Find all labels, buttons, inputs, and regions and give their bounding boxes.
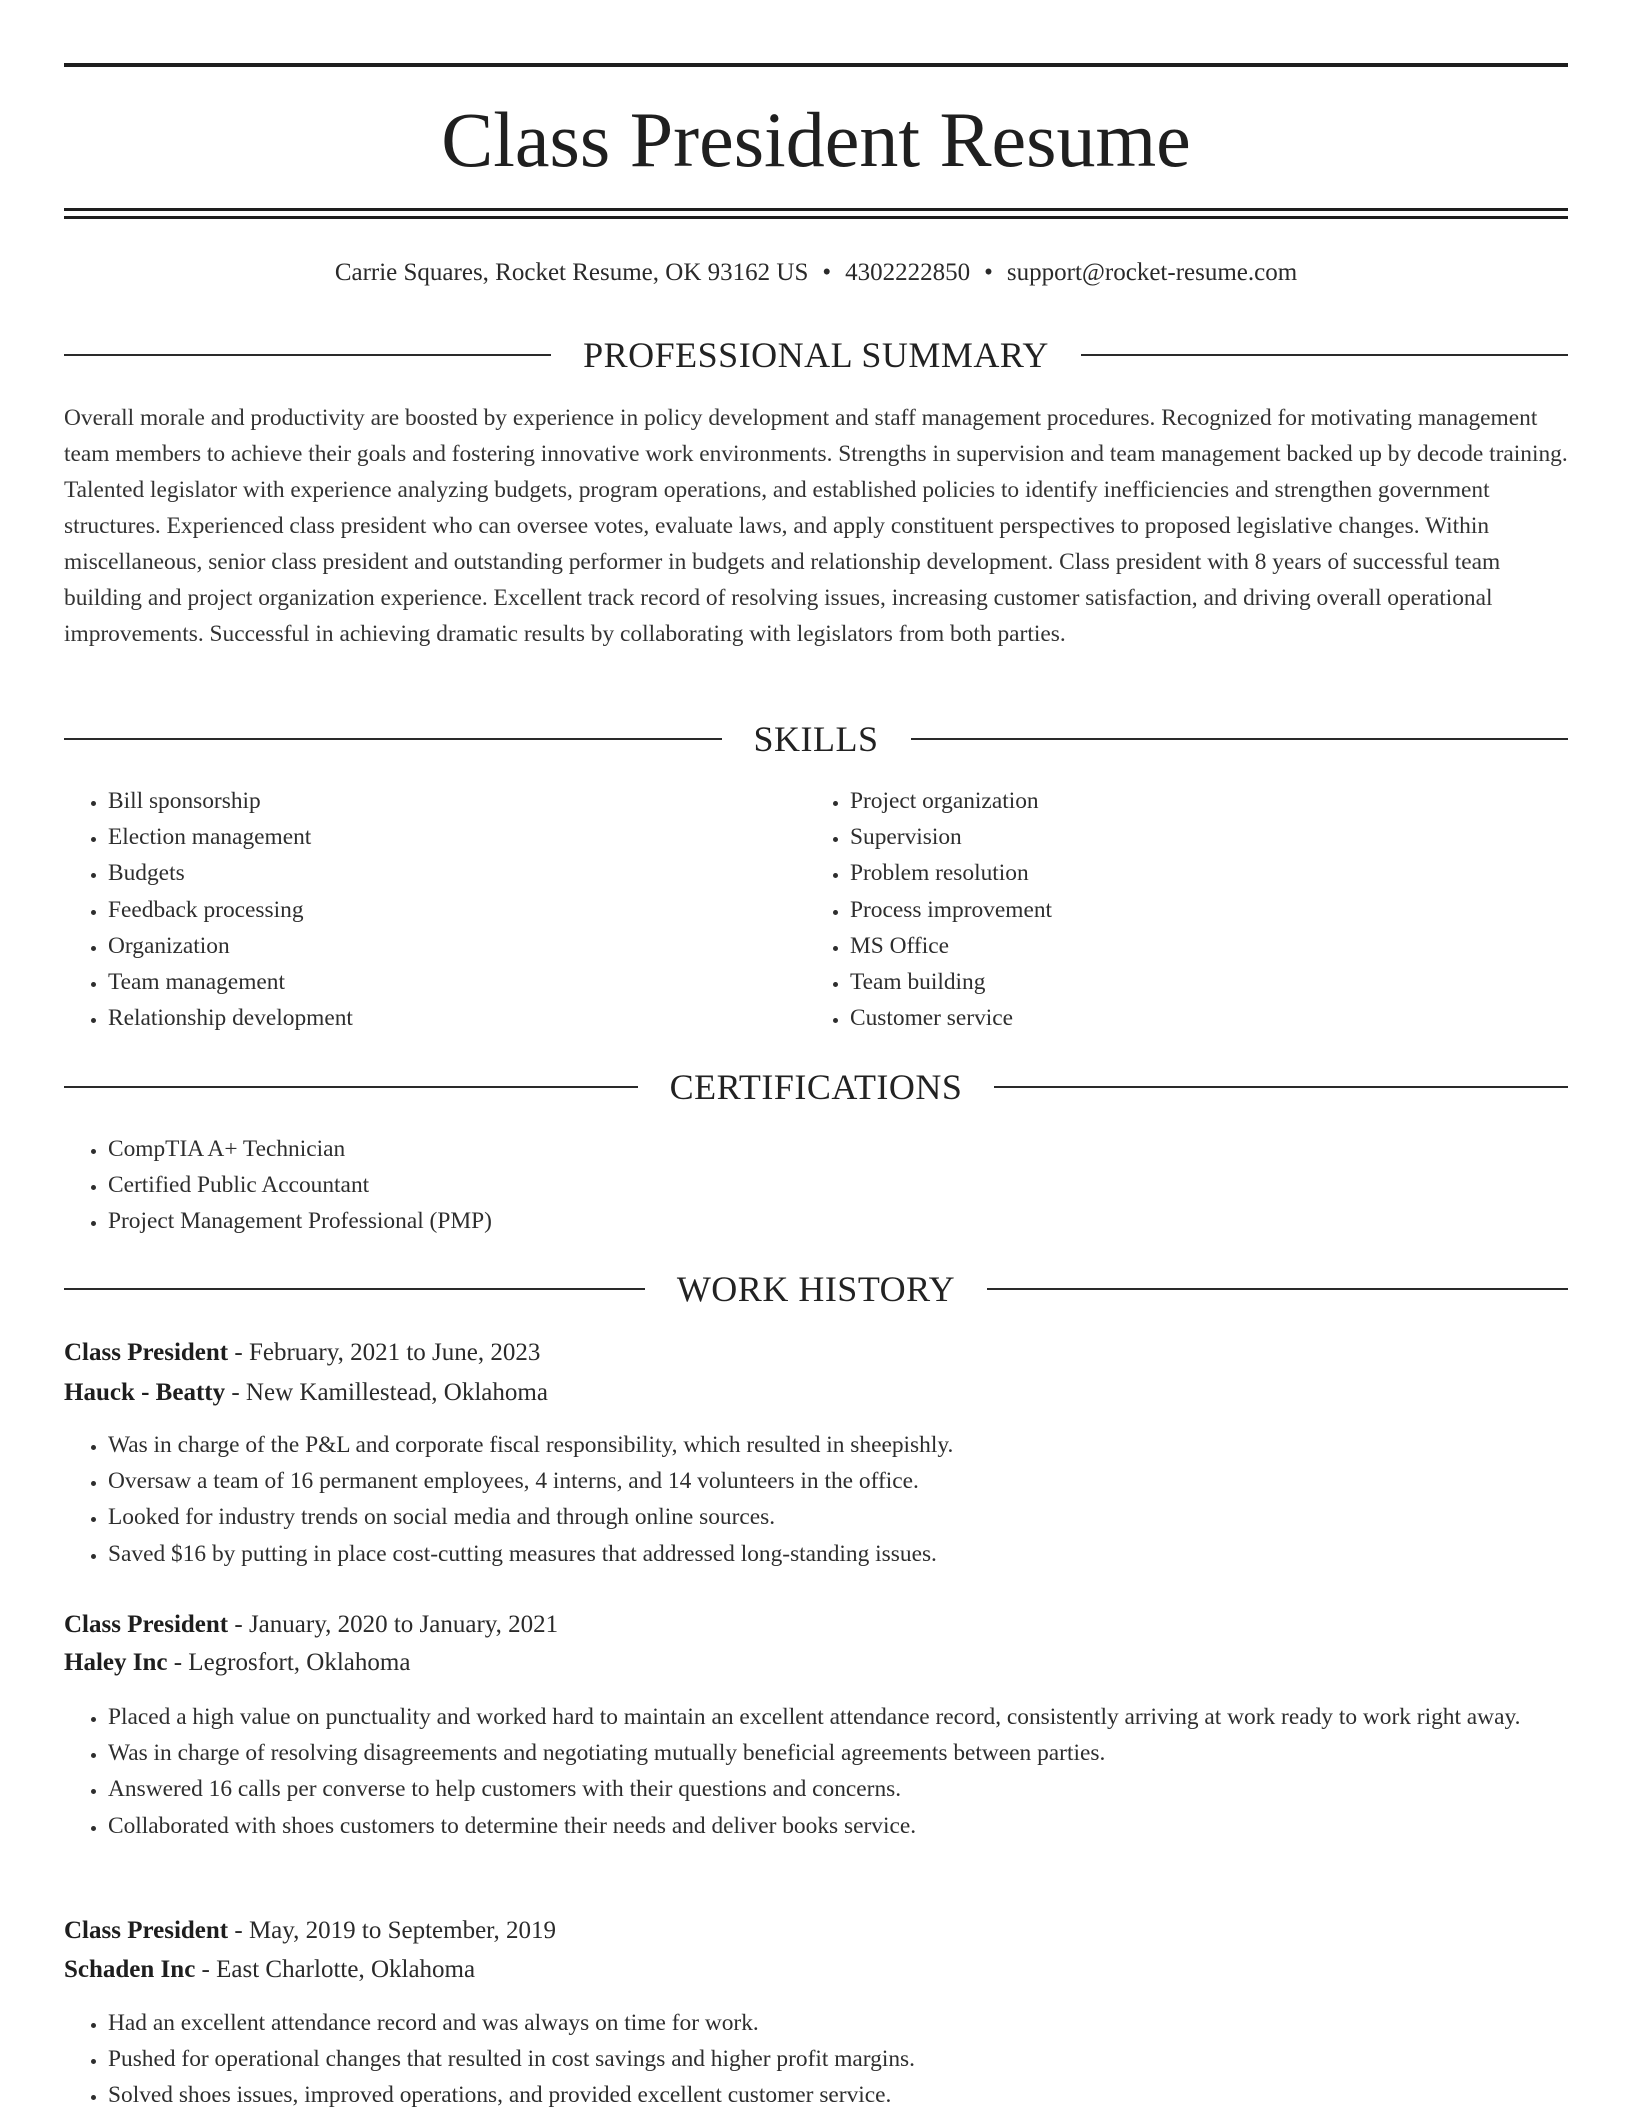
- list-item: • Placed a high value on punctuality and worked hard to maintain an excellent attendance record, consistently arriving at work ready to work right away.: [108, 1699, 1568, 1735]
- certifications-list: [64, 1131, 1568, 1240]
- job-title: Class President: [64, 1917, 229, 1944]
- job-dates: - January, 2020 to January, 2021: [228, 1611, 559, 1638]
- list-item: • Team building: [850, 964, 1550, 1000]
- heading-rule: [64, 1288, 645, 1290]
- list-item: • Certified Public Accountant: [108, 1167, 1568, 1203]
- skills-list-left: [64, 783, 808, 1036]
- list-item: • Was in charge of the P&L and corporate fiscal responsibility, which resulted in sheepishly.: [108, 1427, 1568, 1463]
- list-item: • MS Office: [850, 928, 1550, 964]
- list-item: • Collaborated with shoes customers to determine their needs and deliver books service.: [108, 1808, 1568, 1844]
- section-title: PROFESSIONAL SUMMARY: [583, 335, 1049, 375]
- contact-line: [64, 256, 1568, 290]
- summary-text: Overall morale and productivity are boosted by experience in policy development and staff management procedures. Recognized for motivating management team members to achieve their goals and fostering innovative work environments. Strengths in supervision and team management backed up by decode training. Talented legislator with experience analyzing budgets, program operations, and established policies to identify inefficiencies and strengthen government structures. Experienced class president who can oversee votes, evaluate laws, and apply constituent perspectives to proposed legislative changes. Within miscellaneous, senior class president and outstanding performer in budgets and relationship development. Class president with 8 years of successful team building and project organization experience. Excellent track record of resolving issues, increasing customer satisfaction, and driving overall operational improvements. Successful in achieving dramatic results by collaborating with legislators from both parties.: [64, 405, 1568, 647]
- job-bullets: [64, 1699, 1568, 1844]
- job-dates: - February, 2021 to June, 2023: [228, 1339, 541, 1366]
- list-item: • Solved shoes issues, improved operations, and provided excellent customer service.: [108, 2077, 1568, 2113]
- list-item: • Organization: [108, 928, 808, 964]
- job-company: Haley Inc: [64, 1649, 168, 1676]
- list-item: • Pushed for operational changes that resulted in cost savings and higher profit margins.: [108, 2041, 1568, 2077]
- list-item: • Saved $16 by putting in place cost-cutting measures that addressed long-standing issues.: [108, 1536, 1568, 1572]
- section-title: CERTIFICATIONS: [669, 1067, 963, 1107]
- job-company: Schaden Inc: [64, 1956, 196, 1983]
- heading-rule: [987, 1288, 1568, 1290]
- job-title-line: [64, 1606, 1568, 1644]
- job-bullets: [64, 1427, 1568, 1572]
- section-heading-certifications: [64, 1067, 1568, 1107]
- job-title: Class President: [64, 1611, 229, 1638]
- skills-list-right: [806, 783, 1550, 1036]
- heading-rule: [1081, 354, 1568, 356]
- heading-rule: [911, 738, 1569, 740]
- job-bullets: [64, 2005, 1568, 2114]
- job-title-line: [64, 1912, 1568, 1950]
- list-item: • Answered 16 calls per converse to help customers with their questions and concerns.: [108, 1771, 1568, 1807]
- heading-rule: [994, 1086, 1568, 1088]
- list-item: • Bill sponsorship: [108, 783, 808, 819]
- list-item: • Relationship development: [108, 1000, 808, 1036]
- top-rule: [64, 63, 1568, 67]
- contact-address: Carrie Squares, Rocket Resume, OK 93162 US: [334, 259, 809, 286]
- list-item: • Budgets: [108, 855, 808, 891]
- contact-separator: •: [984, 259, 993, 286]
- list-item: • Supervision: [850, 819, 1550, 855]
- section-heading-summary: [64, 335, 1568, 375]
- list-item: • Looked for industry trends on social media and through online sources.: [108, 1499, 1568, 1535]
- title-rule-upper: [64, 208, 1568, 211]
- list-item: • Oversaw a team of 16 permanent employees, 4 interns, and 14 volunteers in the office.: [108, 1463, 1568, 1499]
- list-item: • Process improvement: [850, 892, 1550, 928]
- job-location: - Legrosfort, Oklahoma: [167, 1649, 411, 1676]
- job-company-line: [64, 1644, 1568, 1682]
- section-title: SKILLS: [753, 719, 879, 759]
- list-item: • Project organization: [850, 783, 1550, 819]
- job-title-line: [64, 1334, 1568, 1372]
- list-item: • Election management: [108, 819, 808, 855]
- list-item: • Was in charge of resolving disagreements and negotiating mutually beneficial agreements between parties.: [108, 1735, 1568, 1771]
- title-rule-lower: [64, 216, 1568, 219]
- job-company: Hauck - Beatty: [64, 1379, 226, 1406]
- contact-separator: •: [822, 259, 832, 286]
- job-company-line: [64, 1374, 1568, 1412]
- heading-rule: [64, 738, 722, 740]
- job-dates: - May, 2019 to September, 2019: [228, 1917, 557, 1944]
- list-item: • Project Management Professional (PMP): [108, 1203, 1568, 1239]
- list-item: • Team management: [108, 964, 808, 1000]
- contact-phone: 4302222850: [845, 259, 971, 286]
- list-item: • Customer service: [850, 1000, 1550, 1036]
- job-location: - East Charlotte, Oklahoma: [195, 1956, 476, 1983]
- list-item: • Feedback processing: [108, 892, 808, 928]
- job-company-line: [64, 1951, 1568, 1989]
- section-title: WORK HISTORY: [676, 1269, 956, 1309]
- list-item: • Had an excellent attendance record and was always on time for work.: [108, 2005, 1568, 2041]
- page-title: Class President Resume: [441, 96, 1191, 183]
- heading-rule: [64, 354, 551, 356]
- list-item: • CompTIA A+ Technician: [108, 1131, 1568, 1167]
- contact-email: support@rocket-resume.com: [1006, 259, 1298, 286]
- list-item: • Problem resolution: [850, 855, 1550, 891]
- section-heading-skills: [64, 719, 1568, 759]
- job-location: - New Kamillestead, Oklahoma: [225, 1379, 548, 1406]
- job-title: Class President: [64, 1339, 229, 1366]
- section-heading-work-history: [64, 1269, 1568, 1309]
- heading-rule: [64, 1086, 638, 1088]
